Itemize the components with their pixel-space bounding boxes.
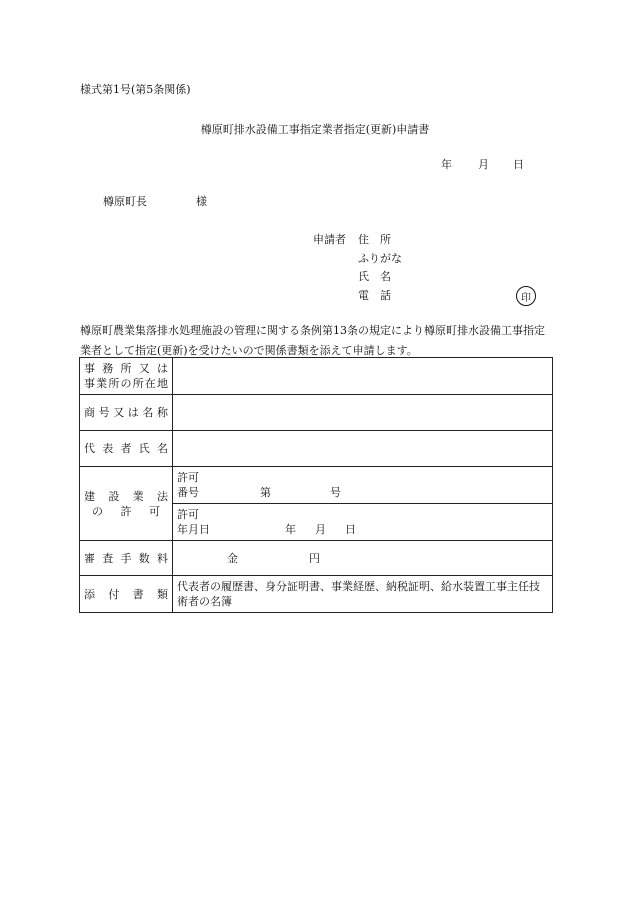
applicant-furigana-label: ふりがな (358, 252, 402, 265)
fee-label: 審査手数料 (80, 541, 173, 576)
table-row (80, 358, 553, 395)
application-statement: 樽原町農業集落排水処理施設の管理に関する条例第13条の規定により樽原町排水設備工事指定業者として指定(更新)を受けたいので関係書類を添えて申請します。 (80, 324, 545, 357)
construction-permit-label: 建設業法 の許可 (80, 467, 173, 541)
trade-name-field[interactable] (173, 395, 553, 431)
office-location-label: 事務所又は 事業所の所在地 (80, 358, 173, 395)
attachments-label: 添付書類 (80, 576, 173, 613)
applicant-address-label: 住 所 (358, 233, 391, 246)
application-table (79, 357, 553, 613)
table-row (80, 395, 553, 431)
trade-name-label: 商号又は名称 (80, 395, 173, 431)
date-month: 月 (478, 158, 489, 171)
office-location-field[interactable] (173, 358, 553, 395)
table-row (80, 467, 553, 504)
table-row (80, 541, 553, 576)
applicant-phone-label: 電 話 (358, 289, 391, 302)
addressee-honorific: 様 (196, 195, 207, 208)
table-row (80, 576, 553, 613)
document-title: 樽原町排水設備工事指定業者指定(更新)申請書 (200, 123, 430, 136)
form-number: 様式第1号(第5条関係) (80, 83, 191, 96)
seal-mark: 印 (516, 286, 536, 306)
permit-number-field[interactable]: 許可 番号 第 号 (173, 467, 553, 504)
date-year: 年 (441, 158, 452, 171)
representative-field[interactable] (173, 431, 553, 467)
date-day: 日 (513, 158, 524, 171)
table-row (80, 431, 553, 467)
permit-date-field[interactable]: 許可 年月日 年 月 日 (173, 504, 553, 541)
applicant-name-label: 氏 名 (358, 270, 391, 283)
addressee-name: 樽原町長 (103, 195, 147, 208)
attachments-text: 代表者の履歴書、身分証明書、事業経歴、納税証明、給水装置工事主任技術者の名簿 (173, 576, 553, 613)
fee-field[interactable]: 金 円 (173, 541, 553, 576)
representative-label: 代表者氏名 (80, 431, 173, 467)
applicant-label: 申請者 (313, 233, 346, 246)
